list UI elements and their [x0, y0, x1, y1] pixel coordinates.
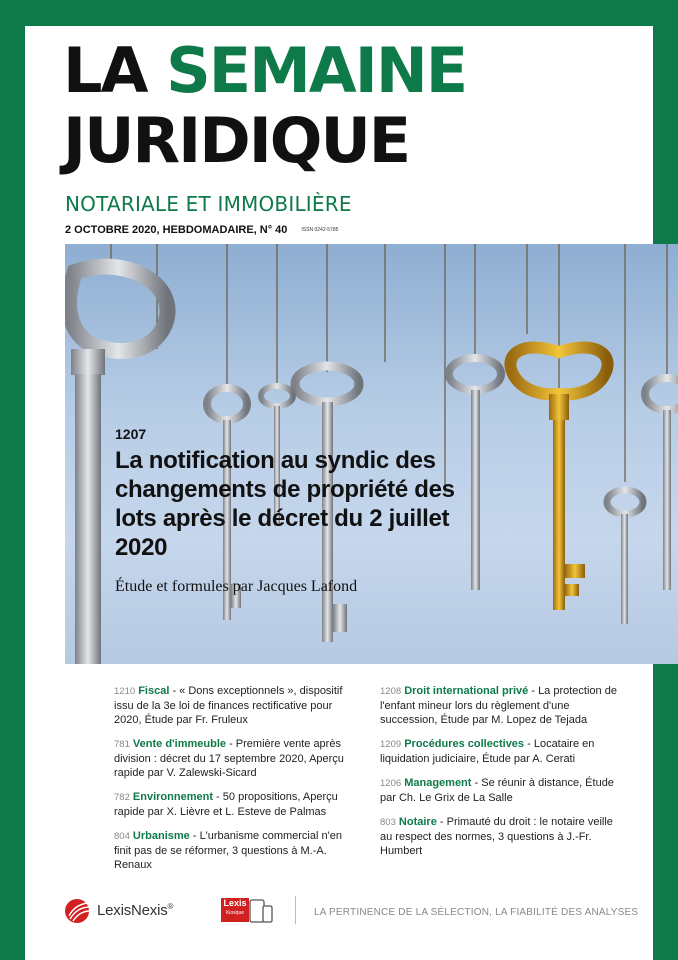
toc-right-column — [380, 684, 620, 868]
masthead-word-semaine: SEMAINE — [166, 34, 467, 107]
toc-item-text: Locataire en liquidation judiciaire, Étude par A. Cerati — [380, 738, 595, 765]
toc-item[interactable]: 1206 Management - Se réunir à distance, Étude par Ch. Le Grix de La Salle — [380, 777, 614, 804]
publication-subtitle: NOTARIALE ET IMMOBILIÈRE — [65, 192, 352, 216]
masthead-line-1 — [63, 34, 467, 107]
toc-item-text: Première vente après division : décret du 17 septembre 2020, Aperçu rapide par V. Zalewski-Sicard — [114, 738, 344, 779]
lexis-kiosque-badge[interactable] — [221, 898, 249, 922]
toc-item-number: 1210 — [114, 686, 136, 697]
feature-number: 1207 — [115, 426, 147, 442]
toc-item[interactable]: 1210 Fiscal - « Dons exceptionnels », dispositif issu de la 3e loi de finances rectificative pour 2020, Étude par Fr. Fruleux — [114, 685, 343, 726]
toc-left-column — [114, 684, 354, 882]
publisher-registered-mark: ® — [167, 902, 174, 911]
toc-item-number: 781 — [114, 739, 130, 750]
kiosque-line-1: Lexis — [223, 898, 247, 908]
lexisnexis-logo-icon — [64, 898, 94, 924]
issue-dateline — [65, 224, 338, 236]
toc-item-category: Notaire — [398, 816, 437, 828]
toc-item-text: Se réunir à distance, Étude par Ch. Le Grix de La Salle — [380, 777, 614, 804]
footer-tagline: LA PERTINENCE DE LA SÉLECTION, LA FIABILITÉ DES ANALYSES — [314, 907, 639, 918]
masthead-word-la: LA — [63, 34, 147, 107]
cover-image — [65, 244, 678, 664]
footer-divider — [295, 896, 296, 924]
toc-item-number: 803 — [380, 817, 396, 828]
silver-key-4 — [645, 378, 678, 590]
toc-item-text: Primauté du droit : le notaire veille au respect des normes, 3 questions à J.-Fr. Humbert — [380, 816, 613, 857]
toc-item[interactable]: 804 Urbanisme - L'urbanisme commercial n'en finit pas de se réformer, 3 questions à M.-A. Renaux — [114, 830, 342, 871]
toc-item-text: 50 propositions, Aperçu rapide par X. Lièvre et L. Esteve de Palmas — [114, 791, 338, 818]
toc-item[interactable]: 782 Environnement - 50 propositions, Aperçu rapide par X. Lièvre et L. Esteve de Palmas — [114, 791, 338, 818]
toc-item-text: « Dons exceptionnels », dispositif issu de la 3e loi de finances rectificative pour 2020, Étude par Fr. Fruleux — [114, 685, 343, 726]
kiosque-line-2: Kiosque — [225, 910, 245, 916]
publisher-name — [97, 902, 173, 919]
toc-item[interactable]: 1209 Procédures collectives - Locataire en liquidation judiciaire, Étude par A. Cerati — [380, 738, 595, 765]
devices-icon — [249, 898, 273, 924]
toc-item-number: 782 — [114, 792, 130, 803]
feature-author: Étude et formules par Jacques Lafond — [115, 578, 358, 595]
toc-item[interactable]: 1208 Droit international privé - La protection de l'enfant mineur lors du règlement d'une succession, Étude par M. Lopez de Tejada — [380, 685, 617, 726]
toc-item-text: La protection de l'enfant mineur lors du règlement d'une succession, Étude par M. Lopez de Tejada — [380, 685, 617, 726]
masthead-line-2: JURIDIQUE — [63, 104, 410, 177]
toc-item-category: Management — [404, 777, 472, 789]
toc-item[interactable]: 803 Notaire - Primauté du droit : le notaire veille au respect des normes, 3 questions à J.-Fr. Humbert — [380, 816, 613, 857]
toc-item-number: 804 — [114, 831, 130, 842]
issn: ISSN 0242-5785 — [301, 227, 339, 234]
toc-item-number: 1206 — [380, 778, 402, 789]
toc-item-category: Urbanisme — [132, 830, 190, 842]
feature-title: La notification au syndic des changements de propriété des lots après le décret du 2 juillet 2020 — [115, 447, 455, 561]
toc-item-category: Environnement — [132, 791, 213, 803]
toc-item-category: Procédures collectives — [404, 738, 525, 750]
toc-item-text: L'urbanisme commercial n'en finit pas de se réformer, 3 questions à M.-A. Renaux — [114, 830, 342, 871]
silver-key-5 — [607, 490, 643, 624]
cover-page — [25, 26, 653, 960]
toc-item-number: 1208 — [380, 686, 402, 697]
toc-item-category: Fiscal — [138, 685, 170, 697]
toc-item-category: Vente d'immeuble — [132, 738, 227, 750]
publisher-wordmark: LexisNexis — [97, 902, 168, 919]
toc-item-number: 1209 — [380, 739, 402, 750]
toc-item-category: Droit international privé — [404, 685, 529, 697]
issue-date: 2 OCTOBRE 2020, HEBDOMADAIRE, N° 40 — [65, 224, 288, 236]
toc-item[interactable]: 781 Vente d'immeuble - Première vente après division : décret du 17 septembre 2020, Aperçu rapide par V. Zalewski-Sicard — [114, 738, 344, 779]
